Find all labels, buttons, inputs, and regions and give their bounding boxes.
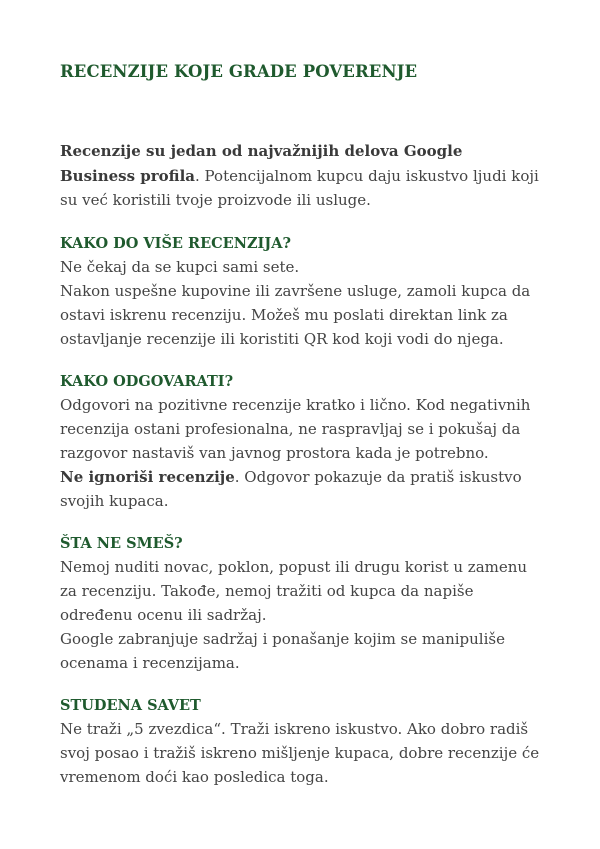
paragraph-text: . Odgovor pokazuje da pratiš iskustvo svojih kupaca. (60, 467, 522, 510)
intro-bold-text: Recenzije su jedan od najvažnijih delova Google Business profila (60, 142, 463, 185)
section-what-not-to-do (60, 533, 540, 675)
emphasis-text: Ne ignoriši recenzije (60, 467, 235, 486)
section-paragraph: Google zabranjuje sadržaj i ponašanje kojim se manipuliše ocenama i recenzijama. (60, 629, 505, 672)
section-paragraph: Nakon uspešne kupovine ili završene usluge, zamoli kupca da ostavi iskrenu recenziju. Možeš mu poslati direktan link za ostavljanje recenzije ili koristiti QR kod koji vodi do njega. (60, 281, 531, 348)
document-title: RECENZIJE KOJE GRADE POVERENJE (60, 62, 418, 81)
section-paragraph: Ne čekaj da se kupci sami sete. (60, 257, 300, 276)
section-heading: KAKO DO VIŠE RECENZIJA? (60, 234, 291, 252)
section-heading: ŠTA NE SMEŠ? (60, 534, 183, 552)
section-paragraph: Odgovori na pozitivne recenzije kratko i lično. Kod negativnih recenzija ostani profesionalna, ne raspravljaj se i pokušaj da razgovor nastaviš van javnog prostora kada je potrebno. (60, 395, 531, 462)
section-how-to-respond (60, 371, 540, 513)
intro-text: . Potencijalnom kupcu daju iskustvo ljudi koji su već koristili tvoje proizvode ili usluge. (60, 166, 539, 209)
section-more-reviews (60, 233, 540, 351)
section-heading: STUDENA SAVET (60, 696, 201, 714)
section-paragraph: Nemoj nuditi novac, poklon, popust ili drugu korist u zamenu za recenziju. Takođe, nemoj tražiti od kupca da napiše određenu ocenu ili sadržaj. (60, 557, 528, 624)
section-heading: KAKO ODGOVARATI? (60, 372, 234, 390)
intro-paragraph (60, 139, 540, 213)
section-paragraph (60, 465, 540, 513)
section-paragraph: Ne traži „5 zvezdica“. Traži iskreno iskustvo. Ako dobro radiš svoj posao i tražiš iskreno mišljenje kupaca, dobre recenzije će vremenom doći kao posledica toga. (60, 719, 540, 786)
section-tip (60, 695, 540, 789)
